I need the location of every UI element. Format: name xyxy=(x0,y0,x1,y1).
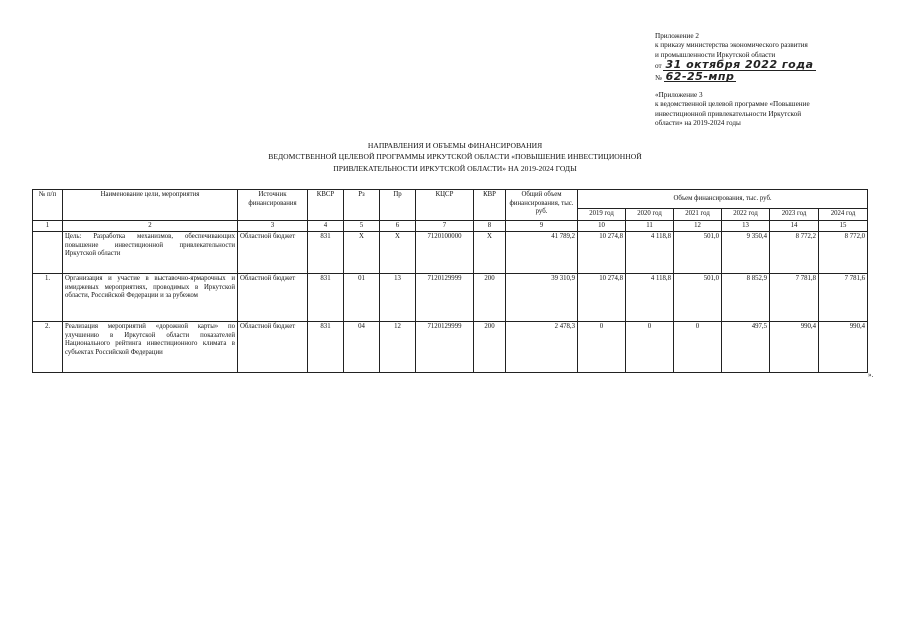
cell-kvr: Х xyxy=(474,232,506,274)
cell-kvr: 200 xyxy=(474,322,506,373)
col-number: 5 xyxy=(344,220,380,232)
header-year-2019: 2019 год xyxy=(578,209,626,221)
cell-total: 2 478,3 xyxy=(506,322,578,373)
number-label: № xyxy=(655,73,662,82)
annex-3-line-4: области» на 2019-2024 годы xyxy=(655,119,741,128)
col-number: 6 xyxy=(380,220,416,232)
cell-2020: 4 118,8 xyxy=(626,232,674,274)
cell-total: 41 789,2 xyxy=(506,232,578,274)
cell-num: 2. xyxy=(33,322,63,373)
header-kcsr: КЦСР xyxy=(416,190,474,221)
cell-2019: 0 xyxy=(578,322,626,373)
cell-2019: 10 274,8 xyxy=(578,232,626,274)
cell-kcsr: 7120100000 xyxy=(416,232,474,274)
col-number: 13 xyxy=(722,220,770,232)
cell-2020: 0 xyxy=(626,322,674,373)
cell-name: Цель: Разработка механизмов, обеспечивающих повышение инвестиционной привлекательности Иркутской области xyxy=(63,232,238,274)
col-number: 9 xyxy=(506,220,578,232)
cell-2023: 8 772,2 xyxy=(770,232,819,274)
handwritten-number: 62-25-мпр xyxy=(665,69,735,83)
header-kvr: КВР xyxy=(474,190,506,221)
funding-table xyxy=(32,189,868,373)
col-number: 14 xyxy=(770,220,819,232)
document-title xyxy=(200,140,710,174)
header-source: Источник финансирования xyxy=(238,190,308,221)
header-pr: Пр xyxy=(380,190,416,221)
header-row-1 xyxy=(33,190,868,209)
title-line-3: ПРИВЛЕКАТЕЛЬНОСТИ ИРКУТСКОЙ ОБЛАСТИ» НА 2019-2024 ГОДЫ xyxy=(333,163,577,173)
header-year-2021: 2021 год xyxy=(674,209,722,221)
cell-2021: 501,0 xyxy=(674,232,722,274)
cell-kcsr: 7120129999 xyxy=(416,322,474,373)
cell-source: Областной бюджет xyxy=(238,274,308,322)
cell-total: 39 310,9 xyxy=(506,274,578,322)
annex-2-reference xyxy=(655,32,865,83)
cell-2022: 9 350,4 xyxy=(722,232,770,274)
cell-num xyxy=(33,232,63,274)
cell-kcsr: 7120129999 xyxy=(416,274,474,322)
cell-kvsr: 831 xyxy=(308,274,344,322)
title-line-1: НАПРАВЛЕНИЯ И ОБЪЕМЫ ФИНАНСИРОВАНИЯ xyxy=(367,141,543,150)
handwritten-date: 31 октября 2022 года xyxy=(665,58,814,72)
annex-2-order: к приказу министерства экономического развития xyxy=(655,41,808,50)
cell-rz: 04 xyxy=(344,322,380,373)
title-line-2: ВЕДОМСТВЕННОЙ ЦЕЛЕВОЙ ПРОГРАММЫ ИРКУТСКОЙ ОБЛАСТИ «ПОВЫШЕНИЕ ИНВЕСТИЦИОННОЙ xyxy=(268,152,642,162)
cell-2021: 0 xyxy=(674,322,722,373)
cell-kvr: 200 xyxy=(474,274,506,322)
col-number: 2 xyxy=(63,220,238,232)
header-total: Общий объем финансирования, тыс. руб. xyxy=(506,190,578,221)
cell-2022: 8 852,9 xyxy=(722,274,770,322)
cell-kvsr: 831 xyxy=(308,322,344,373)
col-number: 10 xyxy=(578,220,626,232)
annex-2-number-line xyxy=(655,69,865,83)
table-row xyxy=(33,274,868,322)
cell-2024: 8 772,0 xyxy=(819,232,868,274)
cell-source: Областной бюджет xyxy=(238,232,308,274)
annex-3-reference xyxy=(655,91,855,129)
cell-rz: Х xyxy=(344,232,380,274)
table-row xyxy=(33,322,868,373)
cell-pr: 12 xyxy=(380,322,416,373)
from-label: от xyxy=(655,62,662,71)
annex-3-title: «Приложение 3 xyxy=(655,91,703,99)
cell-name: Реализация мероприятий «дорожной карты» по улучшению в Иркутской области показателей Национального рейтинга инвестиционного климата в субъектах Российской Федерации xyxy=(63,322,238,373)
cell-pr: Х xyxy=(380,232,416,274)
cell-2024: 990,4 xyxy=(819,322,868,373)
cell-rz: 01 xyxy=(344,274,380,322)
header-year-2024: 2024 год xyxy=(819,209,868,221)
col-number: 7 xyxy=(416,220,474,232)
annex-2-title: Приложение 2 xyxy=(655,32,699,40)
header-year-2020: 2020 год xyxy=(626,209,674,221)
header-kvsr: КВСР xyxy=(308,190,344,221)
header-volume: Объем финансирования, тыс. руб. xyxy=(578,190,868,209)
cell-2020: 4 118,8 xyxy=(626,274,674,322)
header-year-2022: 2022 год xyxy=(722,209,770,221)
annex-3-line-2: к ведомственной целевой программе «Повышение xyxy=(655,100,810,109)
table-row xyxy=(33,232,868,274)
cell-source: Областной бюджет xyxy=(238,322,308,373)
cell-kvsr: 831 xyxy=(308,232,344,274)
col-number: 4 xyxy=(308,220,344,232)
annex-2-ministry: и промышленности Иркутской области xyxy=(655,50,776,59)
header-num: № п/п xyxy=(33,190,63,221)
col-number: 12 xyxy=(674,220,722,232)
column-number-row xyxy=(33,220,868,232)
col-number: 1 xyxy=(33,220,63,232)
closing-quote: ». xyxy=(868,371,874,379)
col-number: 3 xyxy=(238,220,308,232)
col-number: 8 xyxy=(474,220,506,232)
cell-2023: 7 781,8 xyxy=(770,274,819,322)
col-number: 11 xyxy=(626,220,674,232)
cell-2022: 497,5 xyxy=(722,322,770,373)
cell-name: Организация и участие в выставочно-ярмарочных и имиджевых мероприятиях, проводимых в Иркутской области, Российской Федерации и за рубежом xyxy=(63,274,238,322)
header-name: Наименование цели, мероприятия xyxy=(63,190,238,221)
cell-2019: 10 274,8 xyxy=(578,274,626,322)
cell-num: 1. xyxy=(33,274,63,322)
cell-2023: 990,4 xyxy=(770,322,819,373)
cell-pr: 13 xyxy=(380,274,416,322)
cell-2024: 7 781,6 xyxy=(819,274,868,322)
header-year-2023: 2023 год xyxy=(770,209,819,221)
col-number: 15 xyxy=(819,220,868,232)
annex-3-line-3: инвестиционной привлекательности Иркутской xyxy=(655,109,802,118)
header-rz: Рз xyxy=(344,190,380,221)
cell-2021: 501,0 xyxy=(674,274,722,322)
